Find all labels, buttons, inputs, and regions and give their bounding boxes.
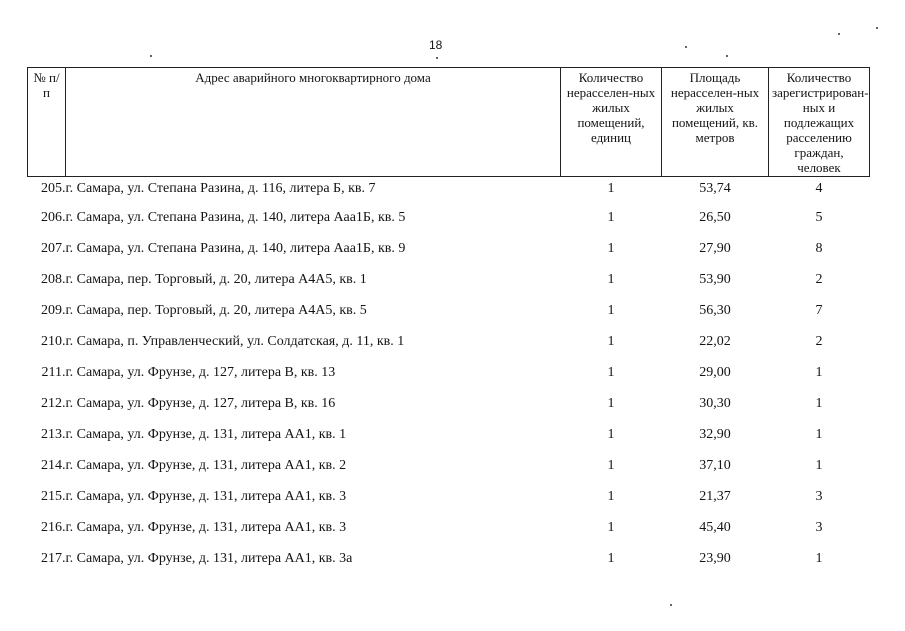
table-row bbox=[28, 330, 870, 361]
scan-speck bbox=[838, 33, 840, 35]
row-registered-people: 1 bbox=[815, 395, 823, 411]
row-number: 210. bbox=[41, 333, 66, 349]
table-row bbox=[28, 423, 870, 454]
row-registered-people: 1 bbox=[815, 364, 823, 380]
row-registered-people: 3 bbox=[815, 519, 823, 535]
scan-speck bbox=[670, 604, 672, 606]
row-unsettled-area: 23,90 bbox=[699, 550, 731, 566]
row-registered-people: 1 bbox=[815, 550, 823, 566]
table-row bbox=[28, 361, 870, 392]
row-unsettled-area: 53,90 bbox=[699, 271, 731, 287]
table-row bbox=[28, 237, 870, 268]
row-registered-people: 7 bbox=[815, 302, 823, 318]
row-number: 217. bbox=[41, 550, 66, 566]
row-unsettled-area: 37,10 bbox=[699, 457, 731, 473]
row-registered-people: 1 bbox=[815, 426, 823, 442]
row-address: г. Самара, ул. Степана Разина, д. 140, литера Ааа1Б, кв. 9 bbox=[65, 240, 406, 256]
row-address: г. Самара, ул. Фрунзе, д. 127, литера В, кв. 16 bbox=[65, 395, 336, 411]
row-registered-people: 2 bbox=[815, 333, 823, 349]
header-unsettled-count: Количество нерасселен-ных жилых помещений, единиц bbox=[561, 68, 662, 177]
resettlement-table bbox=[27, 67, 870, 578]
table-header bbox=[28, 68, 870, 177]
row-unsettled-count: 1 bbox=[607, 457, 615, 473]
row-unsettled-count: 1 bbox=[607, 333, 615, 349]
row-address: г. Самара, ул. Фрунзе, д. 131, литера АА1, кв. 3 bbox=[65, 488, 347, 504]
row-unsettled-area: 29,00 bbox=[699, 364, 731, 380]
header-registered-people: Количество зарегистрирован-ных и подлежащих расселению граждан, человек bbox=[769, 68, 870, 177]
row-number: 213. bbox=[41, 426, 66, 442]
row-number: 214. bbox=[41, 457, 66, 473]
header-number: № п/п bbox=[28, 68, 66, 177]
scan-speck bbox=[726, 55, 728, 57]
row-number: 208. bbox=[41, 271, 66, 287]
row-unsettled-count: 1 bbox=[607, 364, 615, 380]
table-row bbox=[28, 177, 870, 206]
row-unsettled-area: 53,74 bbox=[699, 181, 731, 196]
row-number: 207. bbox=[41, 240, 66, 256]
scan-speck bbox=[436, 57, 438, 59]
table-body bbox=[28, 177, 870, 578]
row-unsettled-area: 45,40 bbox=[699, 519, 731, 535]
header-row bbox=[28, 68, 870, 177]
row-unsettled-count: 1 bbox=[607, 302, 615, 318]
page-number: 18 bbox=[429, 38, 443, 52]
row-address: г. Самара, ул. Фрунзе, д. 131, литера АА1, кв. 2 bbox=[65, 457, 347, 473]
row-address: г. Самара, ул. Фрунзе, д. 131, литера АА1, кв. 3 bbox=[65, 519, 347, 535]
table-row bbox=[28, 454, 870, 485]
row-unsettled-count: 1 bbox=[607, 550, 615, 566]
row-unsettled-count: 1 bbox=[607, 209, 615, 225]
scan-speck bbox=[876, 27, 878, 29]
row-unsettled-area: 30,30 bbox=[699, 395, 731, 411]
table-row bbox=[28, 485, 870, 516]
header-unsettled-area: Площадь нерасселен-ных жилых помещений, кв. метров bbox=[662, 68, 769, 177]
row-registered-people: 8 bbox=[815, 240, 823, 256]
row-unsettled-area: 26,50 bbox=[699, 209, 731, 225]
row-address: г. Самара, ул. Степана Разина, д. 116, литера Б, кв. 7 bbox=[65, 181, 376, 196]
row-number: 205. bbox=[41, 181, 66, 196]
row-address: г. Самара, ул. Фрунзе, д. 131, литера АА1, кв. 1 bbox=[65, 426, 347, 442]
scan-speck bbox=[150, 55, 152, 57]
row-unsettled-area: 32,90 bbox=[699, 426, 731, 442]
row-address: г. Самара, ул. Фрунзе, д. 127, литера В, кв. 13 bbox=[65, 364, 336, 380]
row-unsettled-count: 1 bbox=[607, 488, 615, 504]
row-unsettled-area: 22,02 bbox=[699, 333, 731, 349]
row-registered-people: 5 bbox=[815, 209, 823, 225]
row-address: г. Самара, ул. Фрунзе, д. 131, литера АА1, кв. 3а bbox=[65, 550, 353, 566]
row-registered-people: 3 bbox=[815, 488, 823, 504]
row-unsettled-count: 1 bbox=[607, 519, 615, 535]
row-address: г. Самара, п. Управленческий, ул. Солдатская, д. 11, кв. 1 bbox=[65, 333, 405, 349]
row-number: 209. bbox=[41, 302, 66, 318]
row-address: г. Самара, пер. Торговый, д. 20, литера А4А5, кв. 5 bbox=[65, 302, 367, 318]
row-unsettled-count: 1 bbox=[607, 271, 615, 287]
table-row bbox=[28, 206, 870, 237]
row-unsettled-count: 1 bbox=[607, 395, 615, 411]
table-row bbox=[28, 268, 870, 299]
row-address: г. Самара, пер. Торговый, д. 20, литера А4А5, кв. 1 bbox=[65, 271, 367, 287]
row-number: 206. bbox=[41, 209, 66, 225]
table-row bbox=[28, 392, 870, 423]
row-registered-people: 1 bbox=[815, 457, 823, 473]
row-number: 212. bbox=[41, 395, 66, 411]
row-address: г. Самара, ул. Степана Разина, д. 140, литера Ааа1Б, кв. 5 bbox=[65, 209, 406, 225]
scan-speck bbox=[685, 46, 687, 48]
row-registered-people: 2 bbox=[815, 271, 823, 287]
table-row bbox=[28, 299, 870, 330]
row-unsettled-count: 1 bbox=[607, 181, 615, 196]
table-row bbox=[28, 516, 870, 547]
row-number: 216. bbox=[41, 519, 66, 535]
row-number: 211. bbox=[41, 364, 66, 380]
row-unsettled-area: 56,30 bbox=[699, 302, 731, 318]
row-unsettled-area: 21,37 bbox=[699, 488, 731, 504]
row-unsettled-count: 1 bbox=[607, 240, 615, 256]
row-unsettled-area: 27,90 bbox=[699, 240, 731, 256]
row-number: 215. bbox=[41, 488, 66, 504]
row-unsettled-count: 1 bbox=[607, 426, 615, 442]
header-address: Адрес аварийного многоквартирного дома bbox=[66, 68, 561, 177]
table-row bbox=[28, 547, 870, 578]
row-registered-people: 4 bbox=[815, 181, 823, 196]
